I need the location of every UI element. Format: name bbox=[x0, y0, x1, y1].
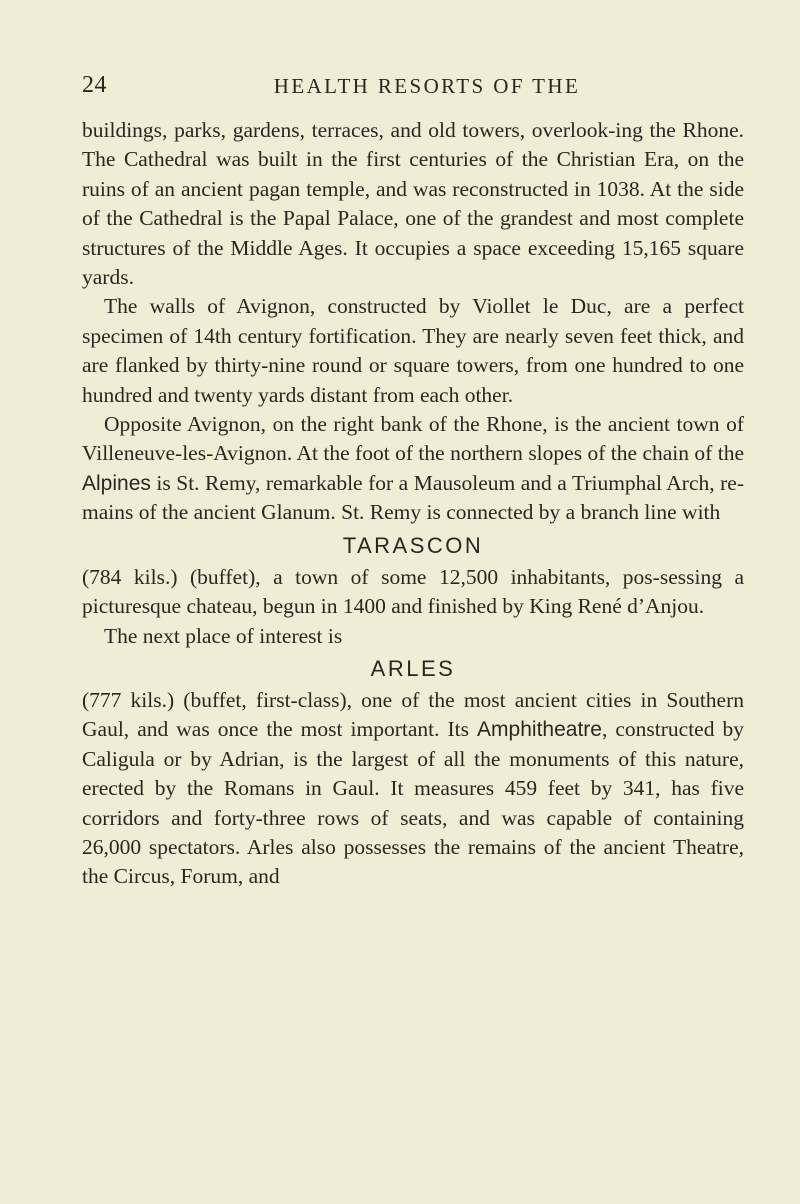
paragraph-arles-text-2: , constructed by Caligula or by Adrian, is the largest of all the monuments of this nature, erected by the Romans in Gaul. It measures 459 feet by 341, has five corridors and forty-three rows of seats, and was capable of containing 26,000 spectators. Arles also possesses the remains of the ancient Theatre, the Circus, Forum, and bbox=[82, 717, 744, 889]
paragraph-avignon-buildings: buildings, parks, gardens, terraces, and old towers, overlook-ing the Rhone. The Cathedral was built in the first centuries of the Christian Era, on the ruins of an ancient pagan temple, and was reconstructed in 1038. At the side of the Cathedral is the Papal Palace, one of the grandest and most complete structures of the Middle Ages. It occupies a space exceeding 15,165 square yards. bbox=[82, 118, 744, 290]
heading-tarascon: TARASCON bbox=[342, 532, 484, 558]
running-head: HEALTH RESORTS OF THE bbox=[273, 74, 581, 98]
page-number: 24 bbox=[82, 72, 107, 98]
paragraph-avignon-walls: The walls of Avignon, constructed by Viollet le Duc, are a perfect specimen of 14th century fortification. They are nearly seven feet thick, and are flanked by thirty-nine round or square towers, from one hundred to one hundred and twenty yards distant from each other. bbox=[82, 294, 744, 407]
page-header bbox=[82, 72, 742, 106]
paragraph-arles-text-1: (777 kils.) (buffet, first-class), one of the most ancient cities in Southern Gaul, and was once the most important. Its bbox=[82, 687, 744, 742]
paragraph-next-place: The next place of interest is bbox=[104, 623, 343, 648]
paragraph-tarascon: (784 kils.) (buffet), a town of some 12,500 inhabitants, pos-sessing a picturesque chateau, begun in 1400 and finished by King René d’Anjou. bbox=[82, 564, 744, 619]
paragraph-villeneuve-text-1: Opposite Avignon, on the right bank of the Rhone, is the ancient town of Villeneuve-les-Avignon. At the foot of the northern slopes of the chain of the bbox=[82, 412, 744, 466]
paragraph-arles bbox=[82, 686, 744, 892]
body-text bbox=[82, 116, 744, 892]
alpines-term: Alpines bbox=[82, 471, 151, 495]
paragraph-villeneuve-text-2: is St. Remy, remarkable for a Mausoleum and a Triumphal Arch, re-mains of the ancient Glanum. St. Remy is connected by a branch line with bbox=[82, 470, 744, 525]
paragraph-villeneuve bbox=[82, 410, 744, 528]
amphitheatre-term: Amphitheatre bbox=[477, 718, 602, 742]
heading-arles: ARLES bbox=[370, 655, 456, 681]
